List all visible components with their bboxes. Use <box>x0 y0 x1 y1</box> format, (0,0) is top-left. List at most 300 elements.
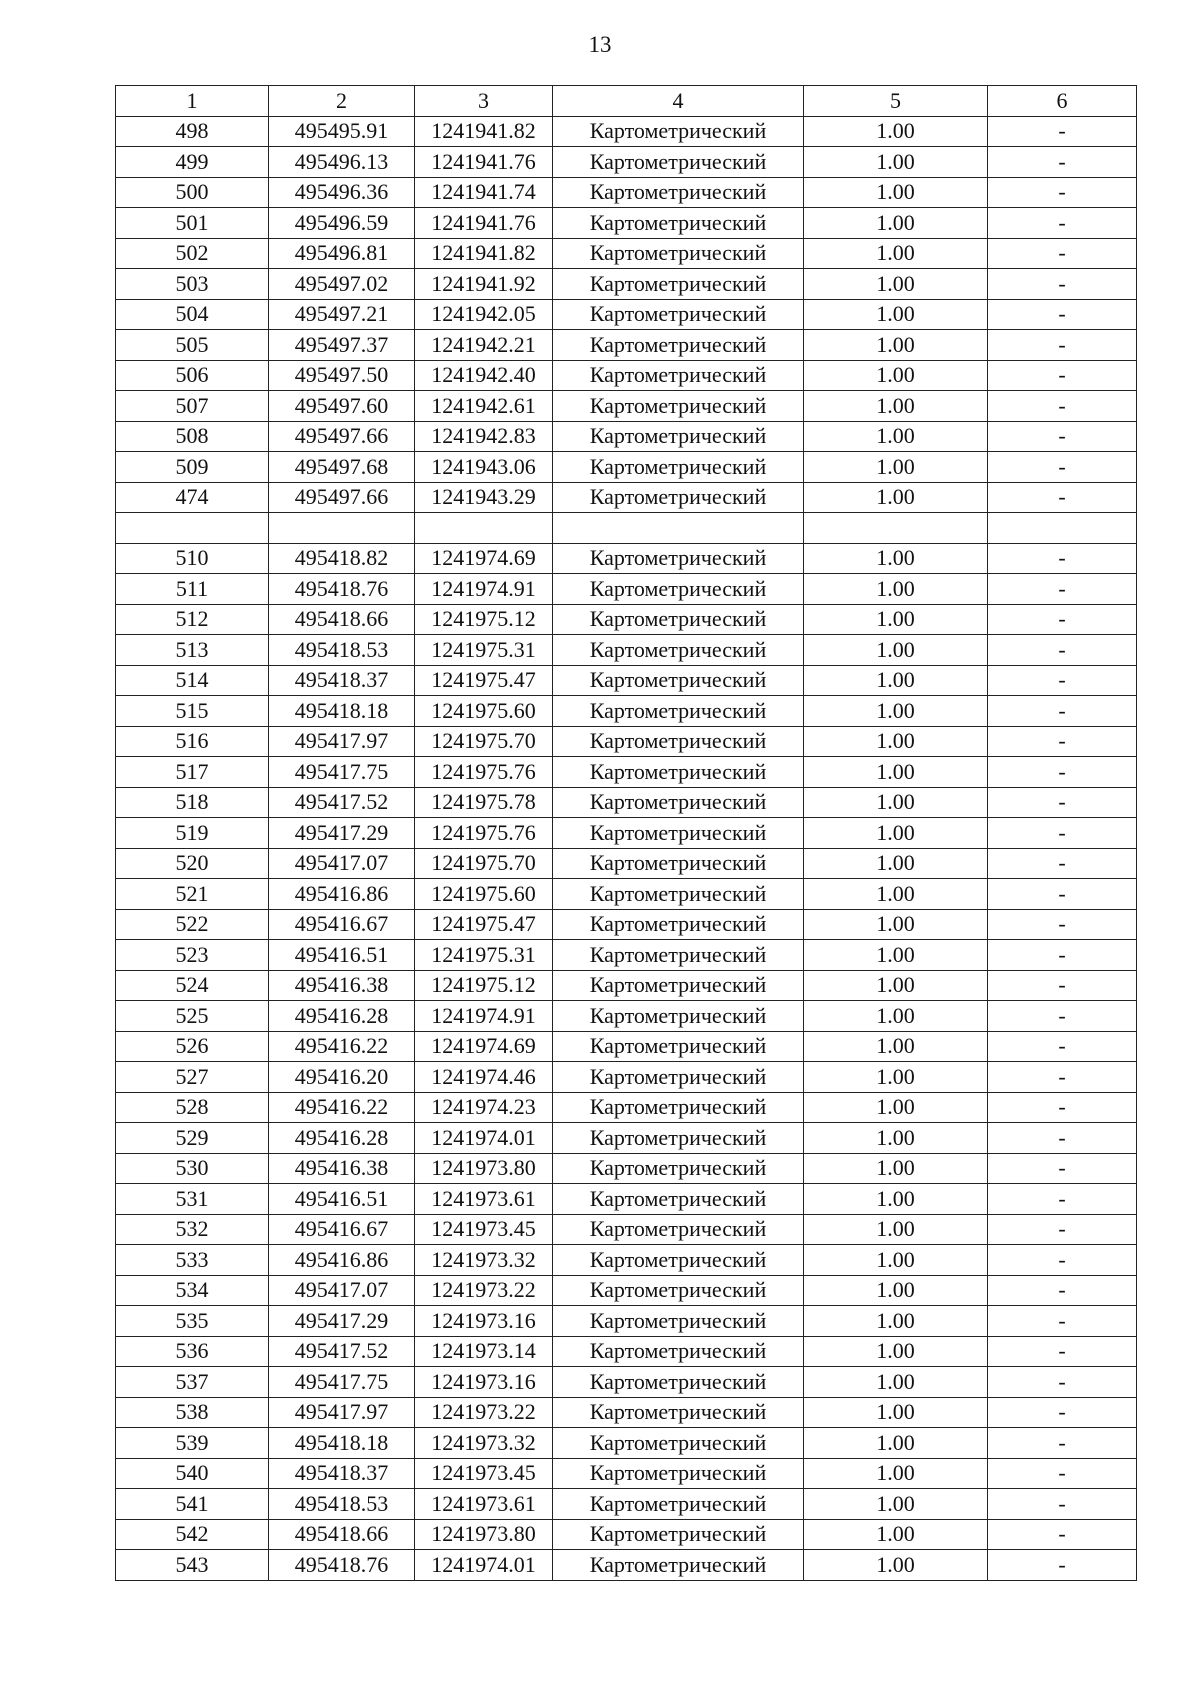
table-header <box>116 86 1137 117</box>
method-cell: Картометрический <box>553 299 804 330</box>
accuracy-cell: 1.00 <box>804 1519 988 1550</box>
y-coordinate-cell: 1241973.32 <box>415 1245 553 1276</box>
x-coordinate-cell: 495417.52 <box>269 1336 415 1367</box>
y-coordinate-cell: 1241943.06 <box>415 452 553 483</box>
accuracy-cell: 1.00 <box>804 360 988 391</box>
accuracy-cell: 1.00 <box>804 1306 988 1337</box>
y-coordinate-cell: 1241974.69 <box>415 1031 553 1062</box>
y-coordinate-cell: 1241975.31 <box>415 635 553 666</box>
table-row <box>116 1489 1137 1520</box>
method-cell: Картометрический <box>553 696 804 727</box>
description-cell: - <box>988 665 1137 696</box>
description-cell: - <box>988 1306 1137 1337</box>
x-coordinate-cell: 495418.18 <box>269 1428 415 1459</box>
table-row <box>116 1275 1137 1306</box>
point-number-cell: 533 <box>116 1245 269 1276</box>
description-cell: - <box>988 818 1137 849</box>
y-coordinate-cell: 1241975.47 <box>415 909 553 940</box>
point-number-cell: 512 <box>116 604 269 635</box>
method-cell: Картометрический <box>553 1336 804 1367</box>
y-coordinate-cell: 1241973.16 <box>415 1306 553 1337</box>
x-coordinate-cell: 495497.21 <box>269 299 415 330</box>
x-coordinate-cell: 495417.75 <box>269 1367 415 1398</box>
y-coordinate-cell: 1241973.61 <box>415 1489 553 1520</box>
table-row <box>116 1550 1137 1581</box>
method-cell: Картометрический <box>553 1062 804 1093</box>
method-cell: Картометрический <box>553 543 804 574</box>
table-row <box>116 757 1137 788</box>
y-coordinate-cell: 1241942.61 <box>415 391 553 422</box>
point-number-cell: 506 <box>116 360 269 391</box>
table-row <box>116 1397 1137 1428</box>
method-cell: Картометрический <box>553 665 804 696</box>
accuracy-cell: 1.00 <box>804 940 988 971</box>
x-coordinate-cell: 495418.66 <box>269 1519 415 1550</box>
point-number-cell: 519 <box>116 818 269 849</box>
method-cell: Картометрический <box>553 757 804 788</box>
accuracy-cell: 1.00 <box>804 299 988 330</box>
method-cell: Картометрический <box>553 269 804 300</box>
description-cell: - <box>988 421 1137 452</box>
description-cell: - <box>988 787 1137 818</box>
description-cell: - <box>988 269 1137 300</box>
y-coordinate-cell: 1241973.45 <box>415 1214 553 1245</box>
table-row <box>116 1214 1137 1245</box>
x-coordinate-cell: 495495.91 <box>269 116 415 147</box>
table-row <box>116 909 1137 940</box>
description-cell: - <box>988 482 1137 513</box>
description-cell: - <box>988 543 1137 574</box>
table-row <box>116 665 1137 696</box>
method-cell: Картометрический <box>553 177 804 208</box>
description-cell: - <box>988 726 1137 757</box>
table-row <box>116 330 1137 361</box>
y-coordinate-cell: 1241941.76 <box>415 208 553 239</box>
accuracy-cell: 1.00 <box>804 909 988 940</box>
y-coordinate-cell: 1241943.29 <box>415 482 553 513</box>
table-row <box>116 208 1137 239</box>
table-row <box>116 238 1137 269</box>
y-coordinate-cell: 1241974.23 <box>415 1092 553 1123</box>
y-coordinate-cell: 1241975.70 <box>415 848 553 879</box>
accuracy-cell: 1.00 <box>804 1184 988 1215</box>
x-coordinate-cell: 495416.67 <box>269 909 415 940</box>
accuracy-cell: 1.00 <box>804 238 988 269</box>
table-row <box>116 696 1137 727</box>
x-coordinate-cell: 495417.75 <box>269 757 415 788</box>
x-coordinate-cell: 495416.28 <box>269 1123 415 1154</box>
x-coordinate-cell: 495417.07 <box>269 1275 415 1306</box>
table-row <box>116 726 1137 757</box>
y-coordinate-cell: 1241973.61 <box>415 1184 553 1215</box>
point-number-cell: 538 <box>116 1397 269 1428</box>
x-coordinate-cell: 495416.51 <box>269 1184 415 1215</box>
table-row <box>116 818 1137 849</box>
y-coordinate-cell: 1241975.12 <box>415 970 553 1001</box>
x-coordinate-cell: 495418.82 <box>269 543 415 574</box>
x-coordinate-cell: 495417.97 <box>269 1397 415 1428</box>
point-number-cell: 530 <box>116 1153 269 1184</box>
table-row <box>116 635 1137 666</box>
accuracy-cell: 1.00 <box>804 1214 988 1245</box>
y-coordinate-cell: 1241974.46 <box>415 1062 553 1093</box>
y-coordinate-cell: 1241941.82 <box>415 238 553 269</box>
accuracy-cell: 1.00 <box>804 879 988 910</box>
method-cell: Картометрический <box>553 1153 804 1184</box>
x-coordinate-cell <box>269 513 415 544</box>
page-number: 13 <box>588 32 612 57</box>
accuracy-cell: 1.00 <box>804 391 988 422</box>
method-cell: Картометрический <box>553 421 804 452</box>
accuracy-cell: 1.00 <box>804 848 988 879</box>
table-row <box>116 1519 1137 1550</box>
table-row <box>116 940 1137 971</box>
point-number-cell: 524 <box>116 970 269 1001</box>
x-coordinate-cell: 495497.50 <box>269 360 415 391</box>
accuracy-cell: 1.00 <box>804 635 988 666</box>
accuracy-cell: 1.00 <box>804 818 988 849</box>
description-cell: - <box>988 574 1137 605</box>
x-coordinate-cell: 495416.28 <box>269 1001 415 1032</box>
description-cell: - <box>988 757 1137 788</box>
table-row <box>116 604 1137 635</box>
x-coordinate-cell: 495418.53 <box>269 635 415 666</box>
point-number-cell: 514 <box>116 665 269 696</box>
point-number-cell: 507 <box>116 391 269 422</box>
method-cell: Картометрический <box>553 1428 804 1459</box>
accuracy-cell: 1.00 <box>804 1550 988 1581</box>
y-coordinate-cell: 1241942.83 <box>415 421 553 452</box>
accuracy-cell: 1.00 <box>804 1336 988 1367</box>
description-cell: - <box>988 1336 1137 1367</box>
table-row <box>116 787 1137 818</box>
point-number-cell: 520 <box>116 848 269 879</box>
method-cell: Картометрический <box>553 1458 804 1489</box>
point-number-cell: 504 <box>116 299 269 330</box>
y-coordinate-cell: 1241975.76 <box>415 757 553 788</box>
method-cell: Картометрический <box>553 360 804 391</box>
point-number-cell: 543 <box>116 1550 269 1581</box>
x-coordinate-cell: 495418.76 <box>269 574 415 605</box>
x-coordinate-cell: 495416.22 <box>269 1031 415 1062</box>
y-coordinate-cell: 1241973.14 <box>415 1336 553 1367</box>
coordinates-table <box>115 85 1137 1581</box>
point-number-cell: 501 <box>116 208 269 239</box>
description-cell: - <box>988 635 1137 666</box>
y-coordinate-cell: 1241973.22 <box>415 1275 553 1306</box>
description-cell: - <box>988 452 1137 483</box>
y-coordinate-cell: 1241973.80 <box>415 1153 553 1184</box>
x-coordinate-cell: 495416.67 <box>269 1214 415 1245</box>
description-cell: - <box>988 177 1137 208</box>
x-coordinate-cell: 495417.29 <box>269 1306 415 1337</box>
y-coordinate-cell: 1241975.60 <box>415 696 553 727</box>
table-row <box>116 391 1137 422</box>
x-coordinate-cell: 495416.38 <box>269 1153 415 1184</box>
x-coordinate-cell: 495417.07 <box>269 848 415 879</box>
x-coordinate-cell: 495416.86 <box>269 1245 415 1276</box>
y-coordinate-cell: 1241975.60 <box>415 879 553 910</box>
point-number-cell: 508 <box>116 421 269 452</box>
description-cell: - <box>988 208 1137 239</box>
table-row <box>116 116 1137 147</box>
method-cell: Картометрический <box>553 1001 804 1032</box>
y-coordinate-cell <box>415 513 553 544</box>
header-cell-6: 6 <box>988 86 1137 117</box>
description-cell: - <box>988 1153 1137 1184</box>
table-row <box>116 1092 1137 1123</box>
table-row <box>116 360 1137 391</box>
accuracy-cell: 1.00 <box>804 970 988 1001</box>
x-coordinate-cell: 495496.13 <box>269 147 415 178</box>
accuracy-cell: 1.00 <box>804 665 988 696</box>
accuracy-cell: 1.00 <box>804 1092 988 1123</box>
y-coordinate-cell: 1241975.12 <box>415 604 553 635</box>
x-coordinate-cell: 495418.76 <box>269 1550 415 1581</box>
y-coordinate-cell: 1241974.69 <box>415 543 553 574</box>
x-coordinate-cell: 495416.20 <box>269 1062 415 1093</box>
point-number-cell: 534 <box>116 1275 269 1306</box>
table-row <box>116 452 1137 483</box>
accuracy-cell: 1.00 <box>804 116 988 147</box>
accuracy-cell: 1.00 <box>804 482 988 513</box>
method-cell: Картометрический <box>553 208 804 239</box>
accuracy-cell <box>804 513 988 544</box>
method-cell: Картометрический <box>553 1092 804 1123</box>
method-cell: Картометрический <box>553 330 804 361</box>
point-number-cell: 523 <box>116 940 269 971</box>
point-number-cell: 498 <box>116 116 269 147</box>
point-number-cell: 517 <box>116 757 269 788</box>
accuracy-cell: 1.00 <box>804 787 988 818</box>
table-row <box>116 1336 1137 1367</box>
accuracy-cell: 1.00 <box>804 147 988 178</box>
table-row <box>116 543 1137 574</box>
point-number-cell: 505 <box>116 330 269 361</box>
description-cell: - <box>988 1031 1137 1062</box>
description-cell: - <box>988 147 1137 178</box>
table-row <box>116 574 1137 605</box>
accuracy-cell: 1.00 <box>804 1245 988 1276</box>
point-number-cell: 541 <box>116 1489 269 1520</box>
table-row <box>116 1458 1137 1489</box>
table-row <box>116 1367 1137 1398</box>
y-coordinate-cell: 1241973.45 <box>415 1458 553 1489</box>
point-number-cell: 513 <box>116 635 269 666</box>
point-number-cell <box>116 513 269 544</box>
y-coordinate-cell: 1241974.91 <box>415 1001 553 1032</box>
description-cell: - <box>988 1550 1137 1581</box>
point-number-cell: 535 <box>116 1306 269 1337</box>
description-cell: - <box>988 1123 1137 1154</box>
description-cell: - <box>988 360 1137 391</box>
method-cell: Картометрический <box>553 970 804 1001</box>
y-coordinate-cell: 1241973.32 <box>415 1428 553 1459</box>
y-coordinate-cell: 1241942.21 <box>415 330 553 361</box>
point-number-cell: 511 <box>116 574 269 605</box>
point-number-cell: 516 <box>116 726 269 757</box>
method-cell: Картометрический <box>553 909 804 940</box>
method-cell: Картометрический <box>553 1306 804 1337</box>
point-number-cell: 540 <box>116 1458 269 1489</box>
y-coordinate-cell: 1241975.78 <box>415 787 553 818</box>
x-coordinate-cell: 495496.81 <box>269 238 415 269</box>
table-row <box>116 177 1137 208</box>
x-coordinate-cell: 495416.51 <box>269 940 415 971</box>
accuracy-cell: 1.00 <box>804 1458 988 1489</box>
accuracy-cell: 1.00 <box>804 757 988 788</box>
accuracy-cell: 1.00 <box>804 208 988 239</box>
method-cell: Картометрический <box>553 879 804 910</box>
table-body <box>116 116 1137 1580</box>
description-cell: - <box>988 970 1137 1001</box>
y-coordinate-cell: 1241974.91 <box>415 574 553 605</box>
point-number-cell: 528 <box>116 1092 269 1123</box>
table-row <box>116 482 1137 513</box>
description-cell: - <box>988 879 1137 910</box>
description-cell: - <box>988 1092 1137 1123</box>
x-coordinate-cell: 495497.37 <box>269 330 415 361</box>
method-cell: Картометрический <box>553 940 804 971</box>
point-number-cell: 503 <box>116 269 269 300</box>
accuracy-cell: 1.00 <box>804 1001 988 1032</box>
accuracy-cell: 1.00 <box>804 1428 988 1459</box>
table-row <box>116 879 1137 910</box>
description-cell: - <box>988 116 1137 147</box>
description-cell: - <box>988 1214 1137 1245</box>
method-cell: Картометрический <box>553 452 804 483</box>
description-cell: - <box>988 940 1137 971</box>
accuracy-cell: 1.00 <box>804 1489 988 1520</box>
method-cell: Картометрический <box>553 1184 804 1215</box>
description-cell: - <box>988 1519 1137 1550</box>
y-coordinate-cell: 1241942.05 <box>415 299 553 330</box>
accuracy-cell: 1.00 <box>804 452 988 483</box>
x-coordinate-cell: 495497.66 <box>269 482 415 513</box>
y-coordinate-cell: 1241974.01 <box>415 1550 553 1581</box>
description-cell: - <box>988 1001 1137 1032</box>
accuracy-cell: 1.00 <box>804 1153 988 1184</box>
point-number-cell: 515 <box>116 696 269 727</box>
x-coordinate-cell: 495416.86 <box>269 879 415 910</box>
y-coordinate-cell: 1241973.16 <box>415 1367 553 1398</box>
point-number-cell: 539 <box>116 1428 269 1459</box>
point-number-cell: 510 <box>116 543 269 574</box>
x-coordinate-cell: 495497.66 <box>269 421 415 452</box>
y-coordinate-cell: 1241975.70 <box>415 726 553 757</box>
description-cell: - <box>988 909 1137 940</box>
accuracy-cell: 1.00 <box>804 604 988 635</box>
header-cell-5: 5 <box>804 86 988 117</box>
method-cell: Картометрический <box>553 1214 804 1245</box>
point-number-cell: 531 <box>116 1184 269 1215</box>
y-coordinate-cell: 1241941.82 <box>415 116 553 147</box>
description-cell: - <box>988 1428 1137 1459</box>
accuracy-cell: 1.00 <box>804 726 988 757</box>
accuracy-cell: 1.00 <box>804 1123 988 1154</box>
point-number-cell: 525 <box>116 1001 269 1032</box>
y-coordinate-cell: 1241973.80 <box>415 1519 553 1550</box>
point-number-cell: 529 <box>116 1123 269 1154</box>
point-number-cell: 509 <box>116 452 269 483</box>
header-row <box>116 86 1137 117</box>
accuracy-cell: 1.00 <box>804 1275 988 1306</box>
y-coordinate-cell: 1241941.74 <box>415 177 553 208</box>
description-cell: - <box>988 848 1137 879</box>
header-cell-1: 1 <box>116 86 269 117</box>
accuracy-cell: 1.00 <box>804 177 988 208</box>
point-number-cell: 537 <box>116 1367 269 1398</box>
method-cell: Картометрический <box>553 1397 804 1428</box>
table-row <box>116 1245 1137 1276</box>
accuracy-cell: 1.00 <box>804 269 988 300</box>
table-row <box>116 421 1137 452</box>
x-coordinate-cell: 495418.37 <box>269 1458 415 1489</box>
x-coordinate-cell: 495417.97 <box>269 726 415 757</box>
method-cell: Картометрический <box>553 635 804 666</box>
y-coordinate-cell: 1241941.76 <box>415 147 553 178</box>
x-coordinate-cell: 495418.66 <box>269 604 415 635</box>
method-cell: Картометрический <box>553 726 804 757</box>
method-cell: Картометрический <box>553 147 804 178</box>
accuracy-cell: 1.00 <box>804 421 988 452</box>
description-cell: - <box>988 604 1137 635</box>
description-cell: - <box>988 696 1137 727</box>
method-cell: Картометрический <box>553 574 804 605</box>
point-number-cell: 521 <box>116 879 269 910</box>
point-number-cell: 532 <box>116 1214 269 1245</box>
method-cell: Картометрический <box>553 818 804 849</box>
method-cell <box>553 513 804 544</box>
table-row <box>116 299 1137 330</box>
accuracy-cell: 1.00 <box>804 330 988 361</box>
x-coordinate-cell: 495496.59 <box>269 208 415 239</box>
y-coordinate-cell: 1241975.31 <box>415 940 553 971</box>
method-cell: Картометрический <box>553 1031 804 1062</box>
x-coordinate-cell: 495497.68 <box>269 452 415 483</box>
table-row <box>116 147 1137 178</box>
table-row <box>116 1062 1137 1093</box>
accuracy-cell: 1.00 <box>804 696 988 727</box>
x-coordinate-cell: 495418.37 <box>269 665 415 696</box>
point-number-cell: 499 <box>116 147 269 178</box>
method-cell: Картометрический <box>553 238 804 269</box>
table-row <box>116 269 1137 300</box>
description-cell <box>988 513 1137 544</box>
method-cell: Картометрический <box>553 116 804 147</box>
accuracy-cell: 1.00 <box>804 543 988 574</box>
method-cell: Картометрический <box>553 391 804 422</box>
table-row <box>116 1123 1137 1154</box>
method-cell: Картометрический <box>553 1489 804 1520</box>
table-row <box>116 848 1137 879</box>
method-cell: Картометрический <box>553 787 804 818</box>
point-number-cell: 536 <box>116 1336 269 1367</box>
table-row <box>116 1306 1137 1337</box>
accuracy-cell: 1.00 <box>804 1031 988 1062</box>
x-coordinate-cell: 495418.18 <box>269 696 415 727</box>
accuracy-cell: 1.00 <box>804 1062 988 1093</box>
table-row <box>116 1184 1137 1215</box>
y-coordinate-cell: 1241975.76 <box>415 818 553 849</box>
point-number-cell: 502 <box>116 238 269 269</box>
method-cell: Картометрический <box>553 848 804 879</box>
x-coordinate-cell: 495417.29 <box>269 818 415 849</box>
method-cell: Картометрический <box>553 1519 804 1550</box>
point-number-cell: 526 <box>116 1031 269 1062</box>
x-coordinate-cell: 495418.53 <box>269 1489 415 1520</box>
description-cell: - <box>988 1275 1137 1306</box>
